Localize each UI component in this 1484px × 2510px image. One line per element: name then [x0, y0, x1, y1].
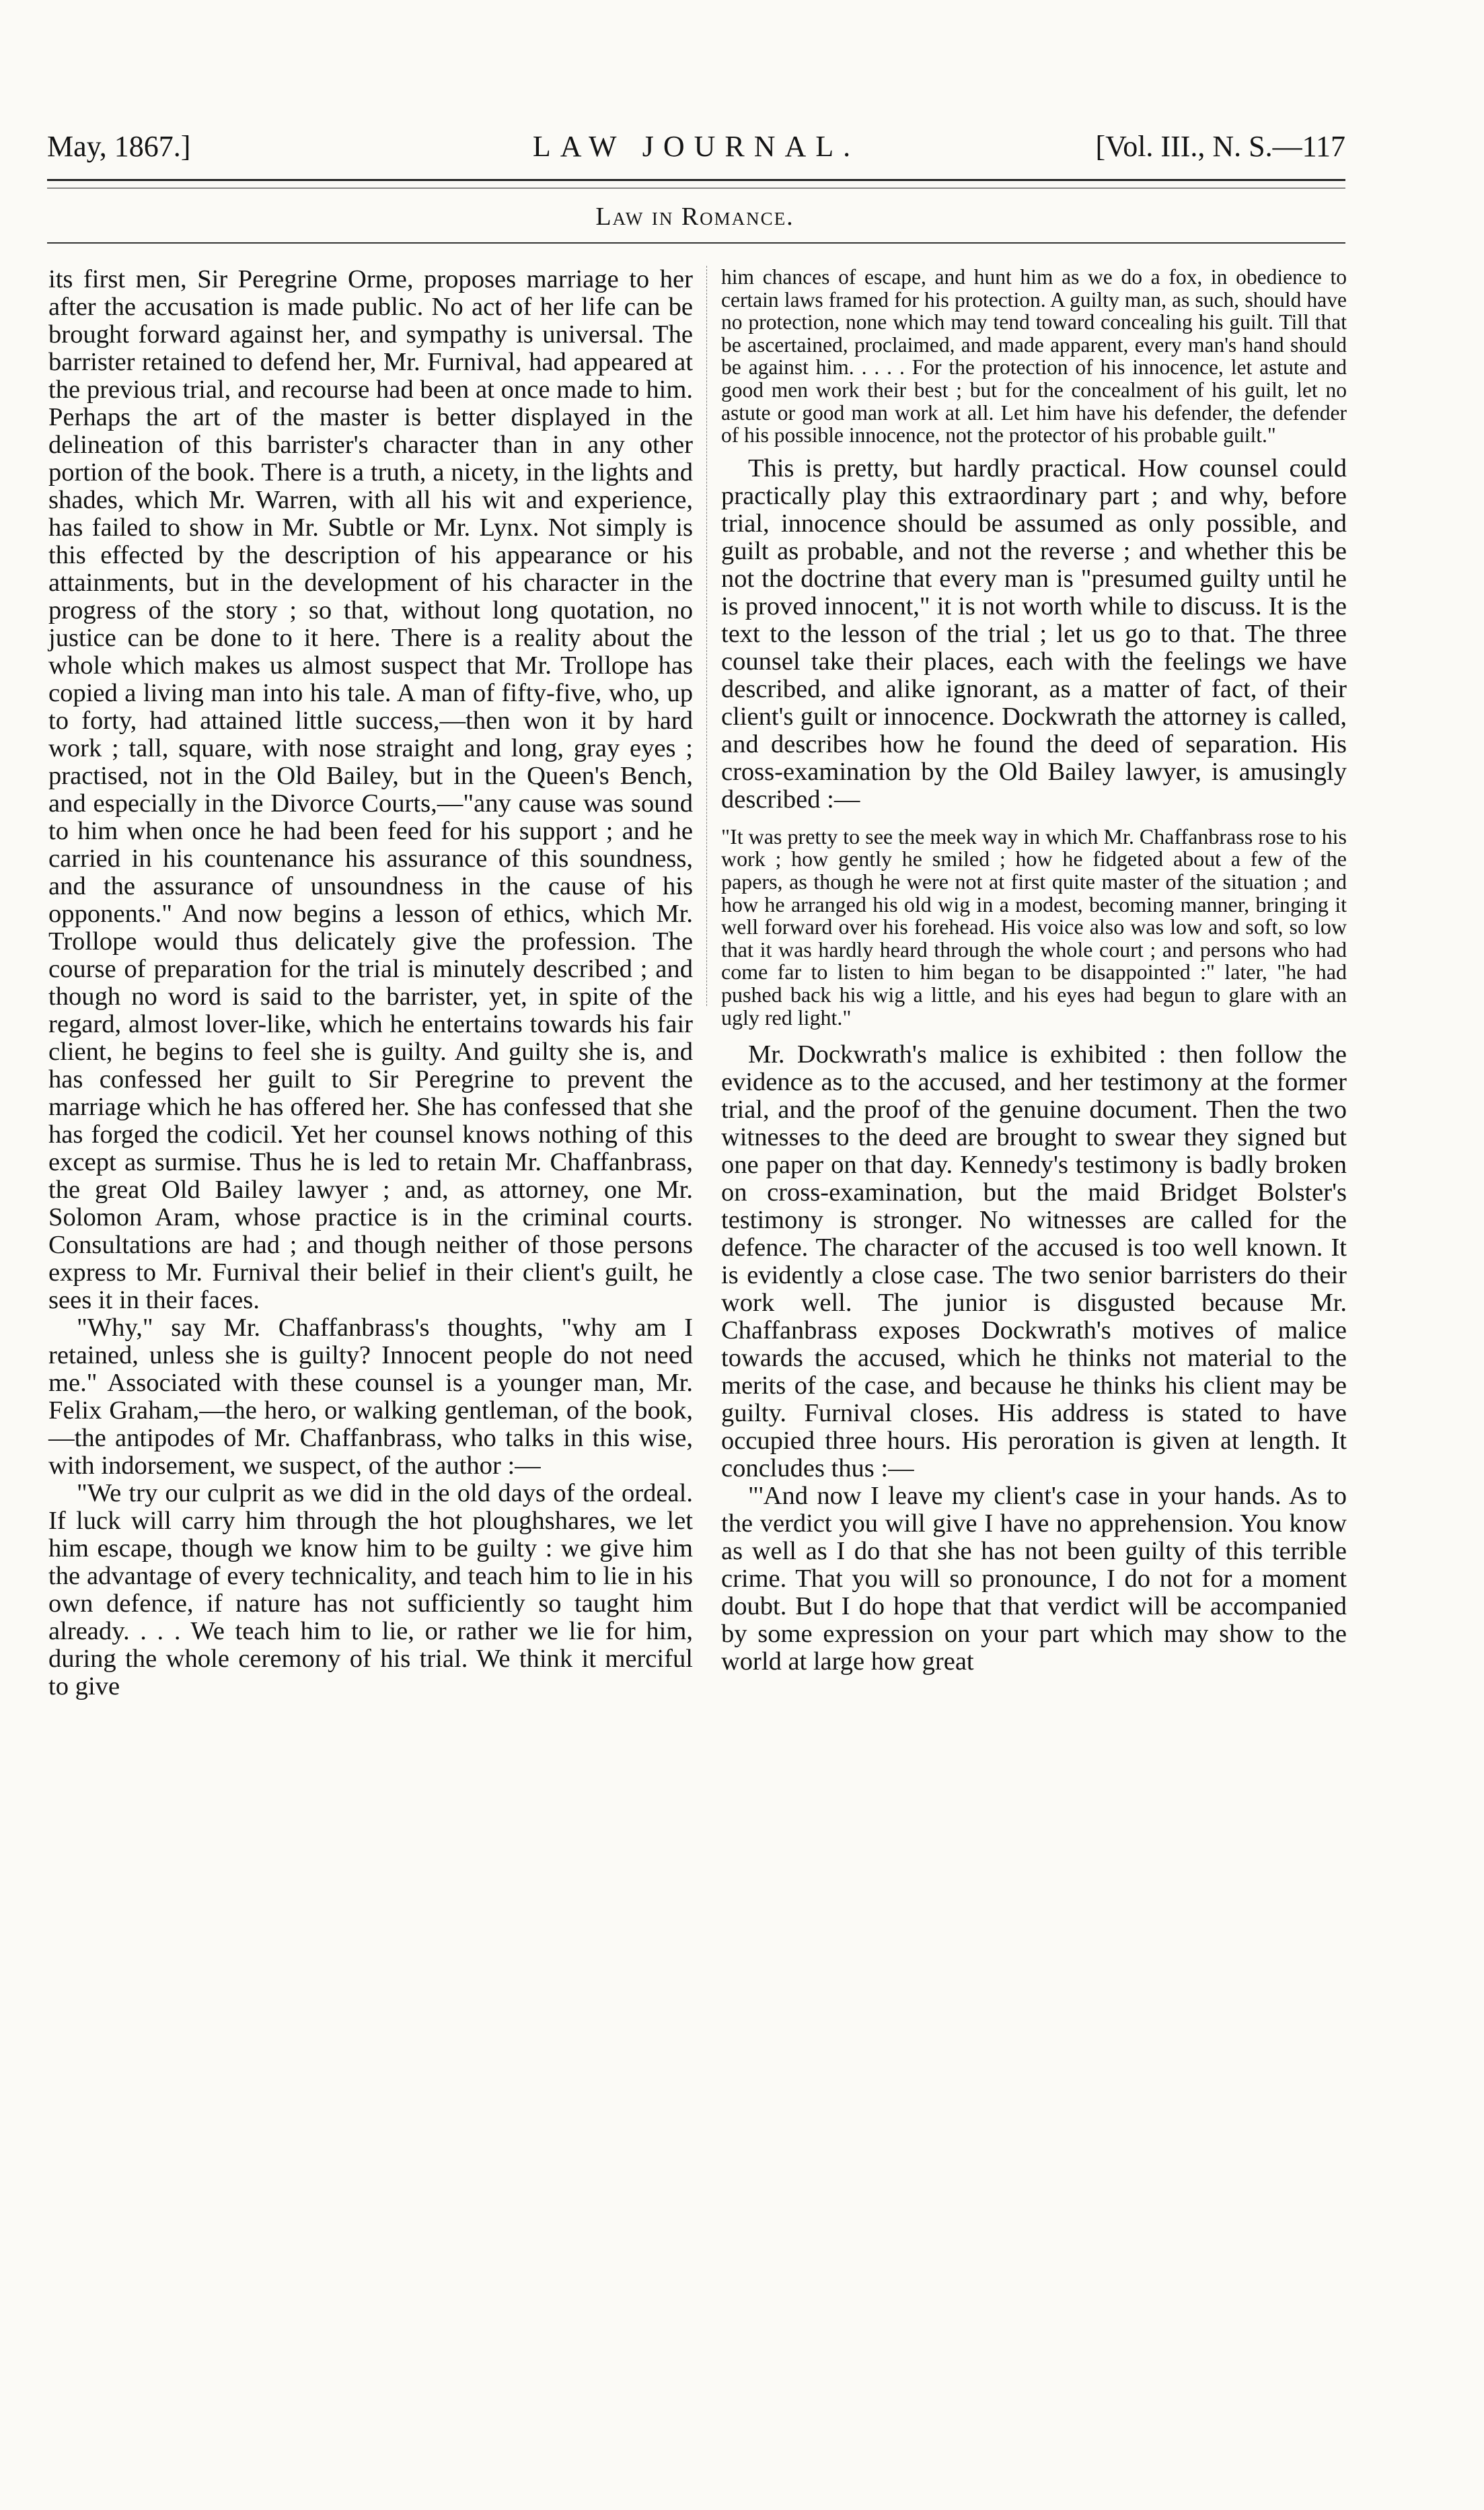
- header-journal-title: LAW JOURNAL.: [532, 130, 860, 163]
- right-body-1: [721, 455, 1347, 814]
- right-paragraph-3: "'And now I leave my client's case in your hands. As to the verdict you will give I have no apprehension. You know as well as I do that she has not been guilty of this terrible crime. That you will so pronounce, I do not for a moment doubt. But I do hope that that verdict will be accompanied by some expression on your part which may show to the world at large how great: [721, 1482, 1347, 1676]
- left-paragraph-1: its first men, Sir Peregrine Orme, proposes marriage to her after the accusation is made public. No act of her life can be brought forward against her, and sympathy is universal. The barrister retained to defend her, Mr. Furnival, had appeared at the previous trial, and recourse had been at once made to him. Perhaps the art of the master is better displayed in the delineation of this barrister's character than in any other portion of the book. There is a truth, a nicety, in the lights and shades, which Mr. Warren, with all his wit and experience, has failed to show in Mr. Subtle or Mr. Lynx. Not simply is this effected by the description of his appearance or his attainments, but in the development of his character in the progress of the story ; so that, without long quotation, no justice can be done to it here. There is a reality about the whole which makes us almost suspect that Mr. Trollope has copied a living man into his tale. A man of fifty-five, who, up to forty, had attained little success,—then won it by hard work ; tall, square, with nose straight and long, gray eyes ; practised, not in the Old Bailey, but in the Queen's Bench, and especially in the Divorce Courts,—"any cause was sound to him when once he had been feed for his support ; and he carried in his countenance his assurance of this soundness, and the assurance of unsoundness in the cause of his opponents." And now begins a lesson of ethics, which Mr. Trollope would thus delicately give the profession. The course of preparation for the trial is minutely described ; and though no word is said to the barrister, yet, in spite of the regard, almost lover-like, which he entertains towards his fair client, he begins to feel she is guilty. And guilty she is, and has confessed her guilt to Sir Peregrine to prevent the marriage which he has offered her. She has confessed that she has forged the codicil. Yet her counsel knows nothing of this except as surmise. Thus he is led to retain Mr. Chaffanbrass, the great Old Bailey lawyer ; and, as attorney, one Mr. Solomon Aram, whose practice is in the criminal courts. Consultations are had ; and though neither of those persons express to Mr. Furnival their belief in their client's guilt, he sees it in their faces.: [48, 265, 693, 1314]
- left-column: [48, 266, 693, 1700]
- right-column: [721, 266, 1347, 1676]
- running-header: [47, 129, 1345, 176]
- header-double-rule: [47, 179, 1345, 188]
- right-paragraph-2: Mr. Dockwrath's malice is exhibited : then follow the evidence as to the accused, and her testimony at the former trial, and the proof of the genuine document. Then the two witnesses to the deed are brought to swear they signed but one paper on that day. Kennedy's testimony is badly broken on cross-examination, but the maid Bridget Bolster's testimony is stronger. No witnesses are called for the defence. The character of the accused is too well known. It is evidently a close case. The two senior barristers do their work well. The junior is disgusted because Mr. Chaffanbrass exposes Dockwrath's motives of malice towards the accused, which he thinks not material to the merits of the case, and because he thinks his client may be guilty. Furnival closes. His address is stated to have occupied three hours. His peroration is given at length. It concludes thus :—: [721, 1040, 1347, 1483]
- right-body-2: [721, 1041, 1347, 1676]
- column-divider: [706, 266, 707, 1006]
- right-quote-block-2: [721, 826, 1347, 1029]
- section-title: Law in Romance.: [595, 203, 794, 231]
- header-volume-page: [Vol. III., N. S.—117: [1095, 130, 1345, 163]
- right-paragraph-1: This is pretty, but hardly practical. How counsel could practically play this extraordinary part ; and why, before trial, innocence should be assumed as only possible, and guilt as probable, and not the reverse ; and whether this be not the doctrine that every man is "presumed guilty until he is proved innocent," it is not worth while to discuss. It is the text to the lesson of the trial ; let us go to that. The three counsel take their places, each with the feelings we have described, and alike ignorant, as a matter of fact, of their client's guilt or innocence. Dockwrath the attorney is called, and describes how he found the deed of separation. His cross-examination by the Old Bailey lawyer, is amusingly described :—: [721, 454, 1347, 814]
- right-quote-2: "It was pretty to see the meek way in which Mr. Chaffanbrass rose to his work ; how gently he smiled ; how he fidgeted about a few of the papers, as though he were not at first quite master of the situation ; and how he arranged his old wig in a modest, becoming manner, bringing it well forward over his forehead. His voice also was low and soft, so low that it was hardly heard through the whole court ; and persons who had come far to listen to him began to be disappointed :" later, "he had pushed back his wig a little, and his eyes had begun to glare with an ugly red light.": [721, 824, 1347, 1030]
- left-paragraph-3: "We try our culprit as we did in the old days of the ordeal. If luck will carry him through the hot ploughshares, we let him escape, though we know him to be guilty : we give him the advantage of every technicality, and teach him to lie in his own defence, if nature has not sufficiently so taught him already. . . . We teach him to lie, or rather we lie for him, during the whole ceremony of his trial. We think it merciful to give: [48, 1479, 693, 1700]
- right-quote-block-1: [721, 266, 1347, 447]
- section-rule: [47, 242, 1345, 244]
- right-quote-1: him chances of escape, and hunt him as we do a fox, in obedience to certain laws framed for his protection. A guilty man, as such, should have no protection, none which may tend toward concealing his guilt. Till that be ascertained, proclaimed, and made apparent, every man's hand should be against him. . . . . For the protection of his innocence, let astute and good men work their best ; but for the concealment of his guilt, let no astute or good man work at all. Let him have his defender, the defender of his possible innocence, not the protector of his probable guilt.": [721, 265, 1347, 447]
- left-paragraph-2: "Why," say Mr. Chaffanbrass's thoughts, "why am I retained, unless she is guilty? Innocent people do not need me." Associated with these counsel is a younger man, Mr. Felix Graham,—the hero, or walking gentleman, of the book,—the antipodes of Mr. Chaffanbrass, who talks in this wise, with indorsement, we suspect, of the author :—: [48, 1314, 693, 1480]
- header-date: May, 1867.]: [47, 130, 191, 163]
